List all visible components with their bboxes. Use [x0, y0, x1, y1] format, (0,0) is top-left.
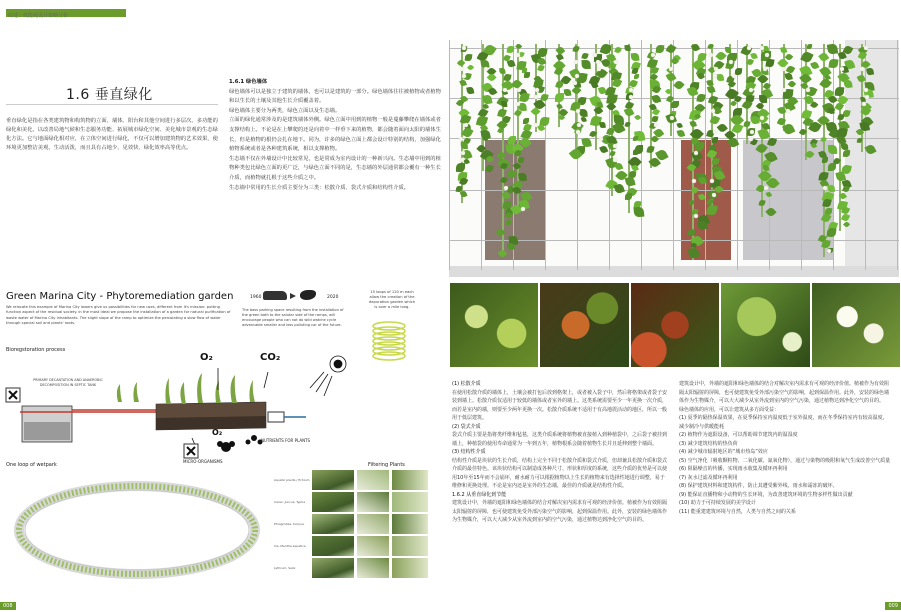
leaf-shape	[826, 228, 836, 238]
filter-plant-name: Phragmites, Scirpus	[274, 522, 304, 526]
leaf-shape	[506, 45, 514, 53]
leaf-shape	[564, 89, 572, 97]
leaf-shape	[665, 71, 676, 82]
benefit-item: (1) 夏季的隔热保温效果，在夏季保持室内温度低于室外温度，而在冬季保持室内有较高温度，减少制冷与供暖能耗	[679, 415, 888, 430]
section-title: 1.6 垂直绿化	[66, 87, 153, 103]
green-facade-illustration	[449, 40, 899, 277]
plant-thumbnail	[357, 514, 389, 534]
flower-shape	[763, 67, 767, 71]
leaf-shape	[716, 74, 724, 82]
flower-shape	[613, 144, 617, 148]
flower-shape	[461, 151, 465, 155]
sun-icon	[310, 356, 346, 396]
leaf-shape	[625, 193, 632, 200]
arrow-right-icon	[290, 293, 296, 299]
filter-plant-name: Iris, Mentha aquatica	[274, 544, 306, 548]
flower-shape	[577, 123, 581, 127]
flower-shape	[599, 137, 603, 141]
heading-value: 1.6.2 从垂直绿化到节能	[452, 491, 507, 498]
plant-thumbnail	[312, 514, 354, 534]
leaf-shape	[486, 72, 496, 82]
flower-shape	[710, 179, 714, 183]
wetpark-loop-illustration	[8, 470, 266, 590]
leaf-shape	[751, 52, 759, 60]
flower-shape	[823, 186, 827, 190]
flower-shape	[694, 151, 698, 155]
leaf-shape	[625, 45, 631, 51]
leaf-shape	[600, 122, 606, 128]
flower-shape	[732, 74, 736, 78]
page-number-right: 009	[885, 602, 901, 610]
plant-thumbnail	[392, 492, 428, 512]
flower-shape	[521, 207, 525, 211]
plant-thumbnail	[357, 492, 389, 512]
flower-shape	[654, 123, 658, 127]
benefit-item: (7) 灰水过滤及循环再利用	[679, 474, 738, 481]
paragraph: 在使用松散介质的墙体上，土壤会被打包后放到格架上，或者被入袋子中，然后将格架或者袋子安装到墙上。松散介质仅适用于较低的墙体或者室外的墙上。这类系统需要至少一年更换一次介质，而若是室内的墙，则要至少两年更换一次。松散介质系统不适用于有高地震活动的地区，所以一般用于低层建筑。	[452, 389, 668, 421]
leaf-shape	[734, 67, 741, 74]
paragraph: 立面的绿化通常涉及的是建筑墙体外侧。绿色立面中用到的植物一般是蔓藤攀爬在墙体或者支撑结构上。不论是在上攀爬的还是向着中一样垂下来的植物，都会随着面向太阳的墙体生长，但是植物的根仍会扎在地下。同为，许多的绿色立面上都会设计特别的结构，加强绿化植物系统或者是各种建筑系统，相以支撑植物。	[229, 117, 441, 153]
year-from: 1960	[250, 295, 262, 300]
leaf-shape	[743, 121, 750, 128]
paragraph: 生态墙不仅在外墙设计中比较常见，也是常成为室内设计的一种新兴向。生态墙中用到的植物种类包比绿色立面的更广泛，与绿色立面不同的是，生态墙的外层通常都会覆有一种生长介质，而植物就扎根于这些介质之中。	[229, 155, 441, 181]
leaf-shape	[828, 145, 837, 154]
flower-shape	[517, 88, 521, 92]
paragraph: 结构性介质是块状的生长介质，结构上完全不同于松散介质和袋式介质，但却兼具松散介质和袋式介质的最佳特色。该块状结构可以制造成各种尺寸、形状和厚度的系统，这些介质的优势是可以使用10年至15年而不会崩坏，耐水耐力可以根据植物以上生长的植物来有选择性地进行调整，易于维修和更换处理。不论是室内还是室外的生态墙，最佳的介质就是结构性介质。	[452, 457, 668, 489]
benefit-item: (6) 阻隔噪音的传播，实现雨水收集及循环再利用	[679, 466, 788, 472]
leaf-shape	[555, 93, 564, 102]
septic-label: PRIMARY DECANTATION AND ANAEROBIC DECOMPOSITION IN SEPTIC TANK	[33, 378, 103, 387]
leaf-shape	[555, 80, 564, 89]
flower-shape	[765, 53, 769, 57]
leaf-shape	[554, 67, 563, 76]
marina-title: Green Marina City - Phytoremediation garden	[6, 291, 234, 302]
plant-thumbnail	[357, 536, 389, 556]
flower-shape	[597, 67, 601, 71]
filtering-plants-label: Filtering Plants	[368, 462, 405, 468]
paragraph: 袋式介质主要是指将类纤维和毡毯，这类介质系统将植物被直接植入到种植袋中，之后袋子被挂到墙上，种植袋的使用寿命通常为一年到五年，植物根系会随着植物生长并且延伸到整个墙面。	[452, 432, 668, 447]
flower-shape	[749, 88, 753, 92]
paragraph: 绿色墙体的应用，可以让建筑从多方面受益：	[679, 406, 780, 413]
trellis-post	[641, 40, 642, 270]
leaf-shape	[519, 92, 530, 103]
parking-description: The bass parking space resulting from the installation of the green bath to the salutar side of the ramps, will encourage people who can not do wild watche cycle advancable smaller and less polluting car of the future.	[242, 308, 344, 327]
co2-label: CO₂	[260, 352, 281, 363]
subsection-heading: 1.6.1 绿色墙体	[229, 79, 268, 85]
flower-shape	[865, 95, 869, 99]
flower-shape	[613, 158, 617, 162]
plant-photo-strip	[450, 283, 900, 367]
filter-plant-row	[274, 470, 442, 490]
leaf-shape	[676, 129, 685, 138]
benefits-column	[679, 380, 891, 516]
leaf-shape	[828, 59, 838, 69]
benefit-item: (4) 减少城市辐射地区的“城市热岛”效应	[679, 449, 768, 455]
plant-photo	[812, 283, 900, 367]
benefit-item: (3) 减少建筑结构的热负荷	[679, 440, 738, 447]
flower-shape	[629, 88, 633, 92]
leaf-shape	[676, 122, 683, 129]
media-column	[452, 380, 668, 523]
leaf-shape	[633, 149, 639, 155]
leaf-shape	[838, 114, 845, 121]
leaf-shape	[482, 94, 492, 104]
paragraph: 绿色墙体主要分为两类，绿色立面以及生态墙。	[229, 107, 341, 114]
o2-bottom-label: O₂	[212, 428, 223, 437]
trellis-post	[545, 40, 546, 270]
leaf-shape	[631, 53, 640, 62]
benefit-item: (11) 能重建建筑环境与自然，人类与自然之间的关系	[679, 508, 796, 515]
plant-thumbnail	[312, 536, 354, 556]
leaf-shape	[810, 60, 820, 70]
leaf-shape	[519, 173, 527, 181]
leaf-shape	[581, 117, 588, 124]
leaf-shape	[710, 114, 720, 124]
leaf-shape	[819, 52, 830, 63]
flower-shape	[750, 130, 754, 134]
bioremediation-diagram	[6, 352, 368, 464]
o2-label: O₂	[200, 352, 213, 363]
microorganism-icon	[217, 441, 235, 452]
leaf-shape	[781, 47, 788, 54]
flower-shape	[503, 88, 507, 92]
plant-photo	[631, 283, 719, 367]
page-number-left: 008	[0, 602, 16, 610]
benefit-item: (8) 保护建筑材料和建筑构件，防止其遭受紫外线、雨水和霜冻的破坏。	[679, 483, 838, 489]
nutrient-icon	[246, 435, 263, 445]
trellis-post	[897, 40, 898, 270]
filter-plant-row	[274, 492, 442, 512]
leaf-shape	[537, 64, 544, 71]
paragraph: 建筑设计中，外墙的遮阳和绿色墙体的结合对解决室内需求有可观的经济价值。植被作为有效阻隔太阳辐射的屏障，也可使建筑免受外部污染空气的影响，起到保温作用。此外，安装的绿色墙体作为生物媒介，可以大大减少从室外流到室内的空气污染，通过植物达到净化空气的目的。	[452, 500, 668, 523]
leaf-shape	[501, 101, 508, 108]
leaf-shape	[623, 107, 634, 118]
flower-shape	[596, 60, 600, 64]
filter-plant-name: Lythrum, Salix	[274, 566, 296, 570]
header-cn: 综述：低能耗设计策略分析	[8, 13, 69, 19]
flower-shape	[782, 67, 786, 71]
flower-shape	[575, 74, 579, 78]
leaf-shape	[673, 79, 684, 90]
flower-shape	[711, 109, 715, 113]
plant-photo	[540, 283, 628, 367]
flower-shape	[712, 193, 716, 197]
flower-shape	[864, 88, 868, 92]
filter-plant-table	[274, 470, 442, 580]
leaf-shape	[866, 67, 874, 75]
leaf-shape	[556, 53, 564, 61]
microorganisms-label: MICRO-ORGANISMS	[183, 459, 223, 464]
header-en: Introduction: Low-energy Strategies	[8, 3, 98, 9]
benefit-item: (9) 能保证直播物和小动物的生长环境，为改善建筑环境的生物多样性做出贡献	[679, 491, 853, 498]
flower-shape	[713, 130, 717, 134]
loop-label: One loop of wetpark	[6, 462, 57, 468]
spiral-coil-icon	[369, 318, 409, 366]
flower-shape	[694, 214, 698, 218]
leaf-shape	[634, 74, 640, 80]
paragraph: 生态墙中常用的生长介质主要分为三类：松散介质、袋式介质和结构性介质。	[229, 184, 410, 191]
heading-loose: (1) 松散介质	[452, 381, 481, 387]
filter-plant-row	[274, 536, 442, 556]
leaf-shape	[827, 44, 838, 55]
coil-note: 15 loops of 120 m each allow the creation of the depuration garden which is over a mile long.	[368, 290, 416, 309]
leaf-shape	[498, 68, 505, 75]
leaf-shape	[783, 122, 796, 135]
flower-shape	[827, 249, 831, 253]
leaf-shape	[671, 101, 679, 109]
leaf-shape	[507, 242, 515, 250]
plant-thumbnail	[357, 558, 389, 578]
leaf-shape	[466, 86, 474, 94]
plant-thumbnail	[392, 558, 428, 578]
heading-bag: (2) 袋式介质	[452, 423, 481, 430]
flower-shape	[576, 109, 580, 113]
flower-shape	[860, 67, 864, 71]
filter-plant-name: Carex, Juncus, Typha	[274, 500, 306, 504]
benefit-item: (5) 空气净化（吸收颗粒物、二氧化碳、氮氧化物），通过与染物的吸附和氧气生成改善空气质量	[679, 457, 891, 464]
leaf-shape	[828, 163, 836, 171]
benefit-item: (10) 助力于可持续发展的美学设计	[679, 500, 756, 506]
year-to: 2020	[327, 295, 339, 300]
leaf-shape	[712, 137, 718, 143]
flower-shape	[484, 67, 488, 71]
wall-panel	[681, 140, 731, 260]
section-intro: 垂直绿化是指在各类建筑物和构筑物的立面、墙体、阳台和其他空间进行多层次、多功能的绿化和美化，以改善局地气候和生态服务功能、拓展城市绿化空间、美化城市景观的生态绿化方法。它与地面绿化相对应，在立体空间进行绿化，不仅可以增加建筑物的艺术效果，使环境更加整洁美观、生动活泼，而且具有占地少、见效快、绿化效率高等优点。	[6, 118, 218, 151]
flower-shape	[807, 130, 811, 134]
leaf-shape	[582, 60, 591, 69]
leaf-shape	[465, 53, 473, 61]
leaf-shape	[507, 60, 515, 68]
leaf-shape	[656, 45, 665, 54]
green-wall-column	[229, 78, 443, 193]
flower-shape	[534, 95, 538, 99]
leaf-shape	[460, 190, 467, 197]
leaf-shape	[524, 72, 530, 78]
plant-thumbnail	[392, 536, 428, 556]
leaf-shape	[765, 58, 774, 67]
flower-shape	[749, 137, 753, 141]
leaf-shape	[629, 79, 638, 88]
paragraph: 建筑设计中，外墙的遮阳和绿色墙体的结合对解决室内需求有可观的经济价值。植被作为有效阻隔太阳辐射的屏障，也可使建筑免受外部污染空气的影响，起到保温作用。此外，安装的绿色墙体作为生物媒介，可以大大减少从室外流到室内的空气污染，通过植物达到净化空气的目的。	[679, 381, 890, 404]
plant-thumbnail	[312, 558, 354, 578]
plant-thumbnail	[312, 470, 354, 490]
leaf-shape	[625, 176, 635, 186]
flower-shape	[614, 60, 618, 64]
smoke-icon	[300, 290, 316, 300]
leaf-shape	[614, 46, 622, 54]
leaf-shape	[810, 101, 819, 110]
flower-shape	[462, 74, 466, 78]
flower-shape	[760, 46, 764, 50]
flower-shape	[459, 137, 463, 141]
running-header	[6, 3, 166, 19]
leaf-shape	[581, 52, 588, 59]
trellis-post	[449, 40, 450, 270]
flower-shape	[651, 53, 655, 57]
filter-plant-name: Aquatic plants / Echium	[274, 478, 310, 482]
nutrients-label: NUTRIENTS FOR PLANTS	[261, 438, 311, 443]
marina-description: We relocate this example of Marina City lowers give us possibilities for new uses, different from it's mission: putting function aspect of the residual society. In the most ideal we propose the installation of a garden for natural purification of waste water of Marina City inhabitants. The slight slope of the ramp to optimize the percolating a slow flow of water through special soil and plants' roots.	[6, 305, 231, 326]
leaf-shape	[652, 108, 660, 116]
flower-shape	[749, 109, 753, 113]
car-icon	[263, 291, 287, 300]
leaf-shape	[613, 183, 624, 194]
leaf-shape	[514, 149, 521, 156]
flower-shape	[460, 67, 464, 71]
benefit-list	[679, 414, 891, 516]
leaf-shape	[707, 85, 715, 93]
flower-shape	[714, 67, 718, 71]
leaf-shape	[651, 85, 661, 95]
flower-shape	[786, 109, 790, 113]
paragraph: 绿色墙体可以是独立于建筑的墙体，也可以是建筑的一部分。绿色墙体往往被植物或者植物和以生长的土壤及其他生长介质覆盖着。	[229, 88, 441, 105]
title-divider	[6, 104, 218, 105]
benefit-item: (2) 植物作为遮阳设备，可以帮助调节建筑内的温湿度	[679, 432, 798, 438]
plant-thumbnail	[312, 492, 354, 512]
leaf-shape	[819, 77, 832, 90]
leaf-shape	[822, 157, 828, 163]
leaf-shape	[647, 145, 656, 154]
filter-plant-row	[274, 558, 442, 578]
filter-plant-row	[274, 514, 442, 534]
plant-photo	[721, 283, 809, 367]
leaf-shape	[666, 43, 677, 54]
leaf-shape	[788, 80, 796, 88]
leaf-shape	[634, 206, 645, 217]
plant-thumbnail	[357, 470, 389, 490]
plant-thumbnail	[392, 470, 428, 490]
heading-struct: (3) 结构性介质	[452, 449, 486, 455]
ground-strip	[449, 266, 899, 277]
plant-thumbnail	[392, 514, 428, 534]
leaf-shape	[466, 64, 473, 71]
trellis-post	[865, 40, 866, 270]
wall-panel	[845, 40, 899, 277]
bioregeneration-label: Bioregstoration process	[6, 347, 66, 353]
plant-photo	[450, 283, 538, 367]
leaf-shape	[461, 142, 468, 149]
wall-panel	[743, 140, 833, 260]
